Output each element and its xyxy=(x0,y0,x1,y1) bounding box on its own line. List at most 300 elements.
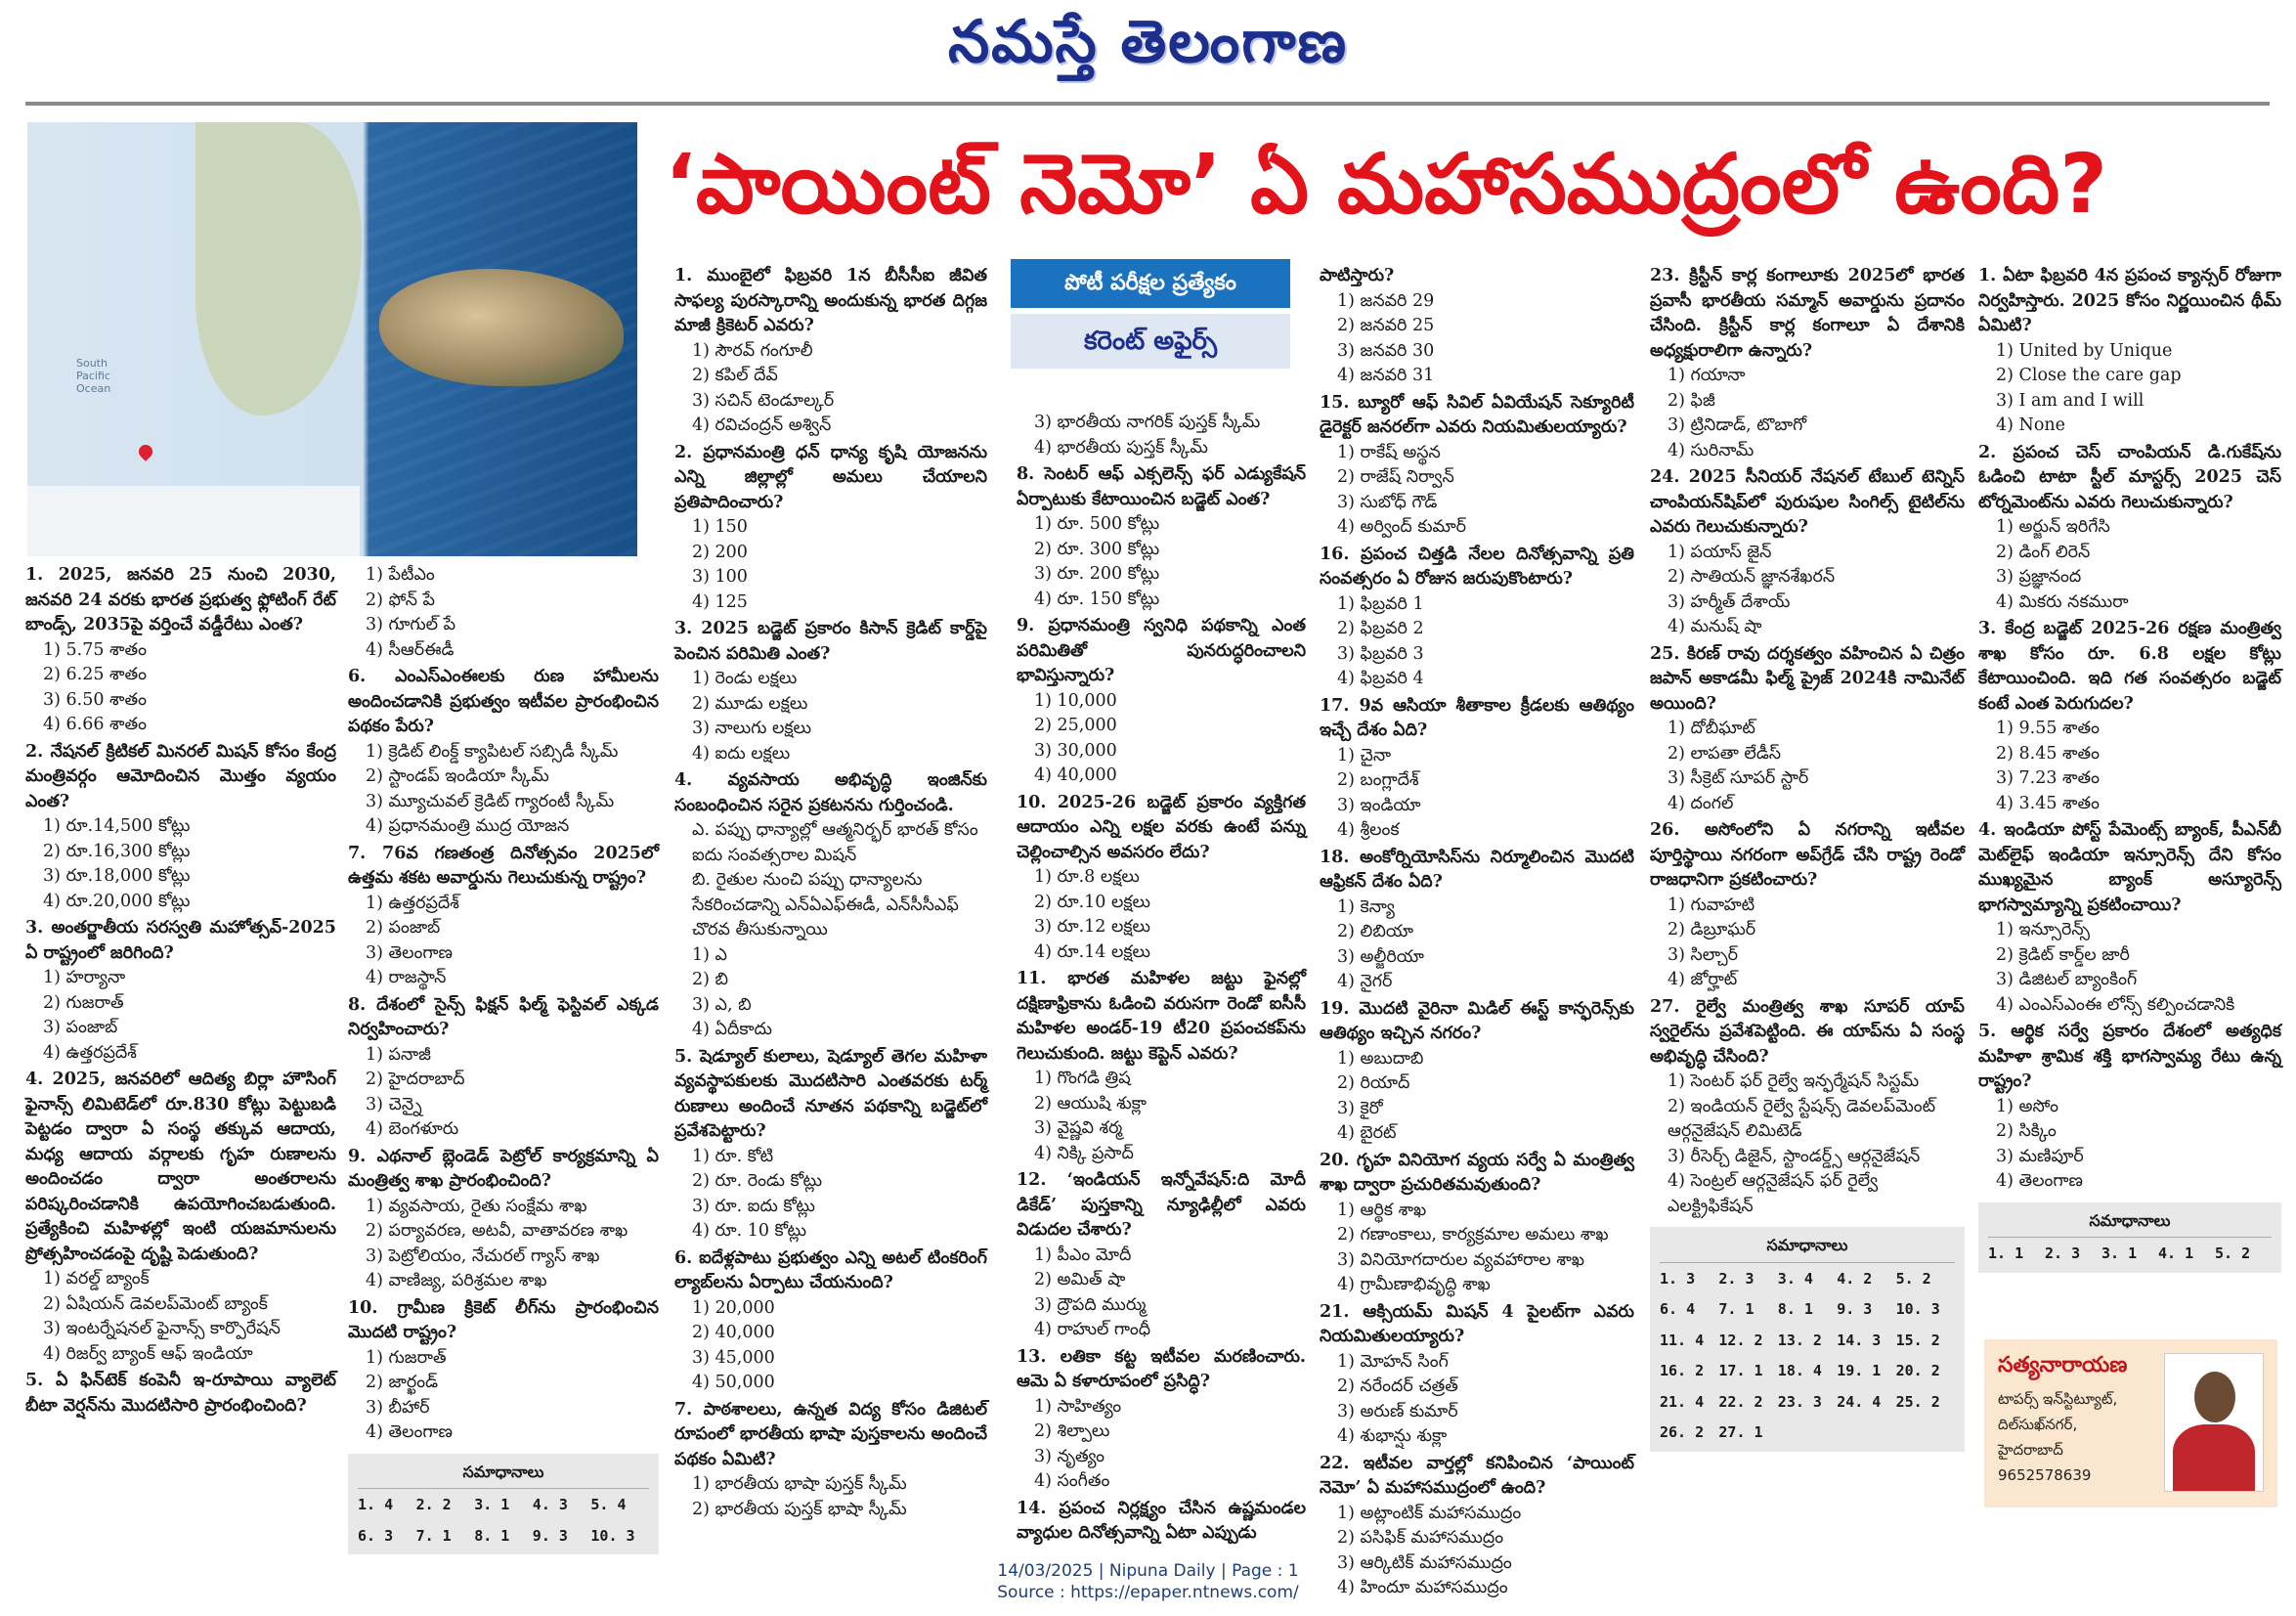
answer-item: 1. 1 xyxy=(1988,1245,2024,1262)
answers-title: సమాధానాలు xyxy=(358,1460,649,1490)
answer-option: 3) గూగుల్ పే xyxy=(366,615,456,634)
question-text: 21. ఆక్సియమ్ మిషన్ 4 పైలట్‌గా ఎవరు నియమితులయ్యారు? xyxy=(1320,1301,1634,1346)
map-land xyxy=(195,122,362,415)
answer-item: 7. 1 xyxy=(415,1526,452,1545)
answer-option: 4) None xyxy=(1996,415,2065,435)
footer-date-line: 14/03/2025 | Nipuna Daily | Page : 1 xyxy=(997,1561,1299,1581)
answer-option: 3) I am and I will xyxy=(1996,390,2144,411)
answer-option: 3) భారతీయ నాగరిక్ పుస్తక్ స్కీమ్ xyxy=(1034,413,1261,432)
answer-option: 2) ఫోన్ పే xyxy=(366,590,435,610)
question-block xyxy=(1017,462,1306,612)
answer-option: 2) రియాద్ xyxy=(1337,1073,1410,1093)
question-text: 11. భారత మహిళల జట్టు ఫైనల్లో దక్షిణాఫ్రికాను ఓడించి వరుసగా రెండో ఐసీసీ మహిళల అండర్-19 టీ20 ప్రపంచకప్‌ను గెలుచుకుంది. జట్టు కెప్టెన్ ఎవరు? xyxy=(1017,969,1306,1064)
answer-option: 1) జనవరి 29 xyxy=(1337,290,1435,311)
answer-option: 3) ఆర్కిటిక్ మహాసముద్రం xyxy=(1337,1552,1512,1573)
answer-option: 1) రూ.14,500 కోట్లు xyxy=(43,816,191,836)
answer-option: 3) ట్రినిడాడ్, టొబాగో xyxy=(1668,415,1807,435)
question-block xyxy=(1978,441,2281,616)
answer-option: 2) రూ.10 లక్షలు xyxy=(1034,892,1150,912)
footer-source-line: Source : https://epaper.ntnews.com/ xyxy=(997,1583,1299,1602)
question-block xyxy=(1017,791,1306,966)
answer-item: 3. 1 xyxy=(474,1496,510,1513)
answer-option: 2) క్రెడిట్ కార్డ్‌ల జారీ xyxy=(1996,944,2130,965)
answer-option: 3) వినియోగదారుల వ్యవహారాల శాఖ xyxy=(1337,1249,1584,1270)
answer-option: 2) సిక్కిం xyxy=(1996,1121,2057,1141)
answer-option: 3) హర్మీత్ దేశాయ్ xyxy=(1668,591,1791,612)
answer-option: 4) శుభాన్షు శుక్లా xyxy=(1337,1426,1448,1446)
question-text: 7. పాఠశాలలు, ఉన్నత విద్య కోసం డిజిటల్ రూపంలో భారతీయ భాషా పుస్తకాలను అందించే పథకం ఏమిటి? xyxy=(674,1399,987,1469)
question-text: 5. ఏ ఫిన్‌టెక్ కంపెనీ ఇ-రూపాయి వ్యాలెట్ బీటా వెర్షన్‌ను మొదటిసారి ప్రారంభించింది? xyxy=(25,1371,336,1416)
question-block xyxy=(348,842,659,991)
answer-item: 11. 4 xyxy=(1660,1331,1705,1349)
answer-item: 4. 3 xyxy=(532,1496,568,1513)
answer-item: 8. 1 xyxy=(474,1526,510,1545)
answer-option: 3) డిజిటల్ బ్యాంకింగ్ xyxy=(1996,970,2138,989)
answer-item: 4. 2 xyxy=(1837,1269,1873,1288)
answer-option: 3) చెన్నై xyxy=(366,1094,422,1114)
answer-option: 4) ఎంఎస్‌ఎంఈ లోన్స్ కల్పించడానికి xyxy=(1996,994,2235,1015)
answer-option: 1) భారతీయ భాషా పుస్తక్ స్కీమ్ xyxy=(692,1474,907,1494)
question-text: 8. దేశంలో సైన్స్ ఫిక్షన్ ఫిల్మ్ ఫెస్టివల్ ఎక్కడ నిర్వహించారు? xyxy=(348,994,659,1039)
author-city: హైదరాబాద్ xyxy=(1998,1441,2063,1459)
question-block xyxy=(1320,1300,1634,1450)
question-block xyxy=(1650,642,1965,817)
answer-option: 4) రూ. 10 కోట్లు xyxy=(692,1221,807,1241)
question-text: 5. షెడ్యూల్ కులాలు, షెడ్యూల్ తెగల మహిళా వ్యవస్థాపకులకు మొదటిసారి ఎంతవరకు టర్మ్ రుణాలు అందించే నూతన పథకాన్ని బడ్జెట్‌లో ప్రవేశపెట్టారు? xyxy=(674,1046,987,1141)
answer-option: 3) ద్రౌపది ముర్ము xyxy=(1034,1294,1147,1315)
answer-option: 1) 9.55 శాతం xyxy=(1996,719,2100,738)
author-area: దిల్‌సుఖ్‌నగర్, xyxy=(1998,1416,2078,1433)
answer-option: 2) ఇండియన్ రైల్వే స్టేషన్స్ డెవలప్‌మెంట్ ఆర్గనైజేషన్ లిమిటెడ్ xyxy=(1668,1096,1936,1141)
question-text: 14. ప్రపంచ నిర్లక్ష్యం చేసిన ఉష్ణమండల వ్యాధుల దినోత్సవాన్ని ఏటా ఎప్పుడు xyxy=(1017,1498,1306,1543)
answer-option: 2) ఏషియన్ డెవలప్‌మెంట్ బ్యాంక్ xyxy=(43,1293,268,1314)
answer-option: 3) సిల్చార్ xyxy=(1668,944,1738,965)
answer-option: 1) 5.75 శాతం xyxy=(43,639,147,660)
answer-item: 12. 2 xyxy=(1718,1331,1763,1349)
answers-box xyxy=(348,1454,659,1555)
question-text: 1. ఏటా ఫిబ్రవరి 4న ప్రపంచ క్యాన్సర్ రోజుగా నిర్వహిస్తారు. 2025 కోసం నిర్ణయించిన థీమ్ ఏమిటి? xyxy=(1978,266,2281,335)
newspaper-logo: నమస్తే తెలంగాణ xyxy=(947,8,1349,76)
question-block xyxy=(1320,694,1634,844)
answer-option: 4) జోర్హాట్ xyxy=(1668,970,1738,989)
answer-item: 8. 1 xyxy=(1777,1300,1813,1318)
answer-option: 4) ఏదీకాదు xyxy=(692,1020,772,1039)
answer-option: 4) ఉత్తరప్రదేశ్ xyxy=(43,1042,137,1063)
answer-item: 23. 3 xyxy=(1777,1392,1822,1411)
answer-option: 3) సీక్రెట్ సూపర్ స్టార్ xyxy=(1668,768,1809,788)
answer-option: 4) ఫిబ్రవరి 4 xyxy=(1337,669,1424,688)
answer-option: 4) 125 xyxy=(692,591,748,612)
answer-option: 4) ప్రధానమంత్రి ముద్ర యోజన xyxy=(366,816,570,836)
answer-option: 2) భారతీయ పుస్తక్ భాషా స్కీమ్ xyxy=(692,1499,907,1519)
question-block xyxy=(348,993,659,1143)
answer-option: 4) భారతీయ పుస్తక్ స్కీమ్ xyxy=(1034,437,1208,458)
answer-option: 2) 25,000 xyxy=(1034,716,1117,735)
answer-option: 4) బైరట్ xyxy=(1337,1123,1397,1143)
question-text: 9. ప్రధానమంత్రి స్వనిధి పథకాన్ని ఎంత పరిమితితో పునరుద్ధరించాలని భావిస్తున్నారు? xyxy=(1017,616,1306,685)
column-6 xyxy=(1650,264,1965,1452)
question-text: 16. ప్రపంచ చిత్తడి నేలల దినోత్సవాన్ని ప్రతి సంవత్సరం ఏ రోజున జరుపుకొంటారు? xyxy=(1320,544,1634,589)
answer-option: 4) రూ.20,000 కోట్లు xyxy=(43,891,191,911)
question-block xyxy=(1017,1497,1306,1547)
question-block xyxy=(1017,967,1306,1166)
question-block xyxy=(1978,1020,2281,1195)
question-text: 24. 2025 సీనియర్ నేషనల్ టేబుల్ టెన్నిస్ చాంపియన్‌షిప్‌లో పురుషుల సింగిల్స్ టైటిల్‌ను ఎవరు గెలుచుకున్నారు? xyxy=(1650,467,1965,537)
answer-item: 10. 3 xyxy=(1895,1300,1940,1318)
author-name: సత్యనారాయణ xyxy=(1998,1353,2128,1377)
answer-option: 1) గయానా xyxy=(1668,366,1746,385)
question-text: 6. ఐదేళ్లపాటు ప్రభుత్వం ఎన్ని అటల్ టింకరింగ్ ల్యాబ్‌లను ఏర్పాటు చేయనుంది? xyxy=(674,1247,987,1292)
question-block xyxy=(674,1398,987,1523)
column-5 xyxy=(1320,264,1634,1603)
question-block xyxy=(1017,614,1306,789)
answer-option: 1) చైనా xyxy=(1337,745,1392,765)
answer-option: 1) వ్యవసాయ, రైతు సంక్షేమ శాఖ xyxy=(366,1196,587,1216)
answer-option: 1) 20,000 xyxy=(692,1297,775,1318)
answer-option: 3) జనవరి 30 xyxy=(1337,340,1435,361)
answer-option: 4) 6.66 శాతం xyxy=(43,715,147,734)
answer-option: 1) గొంగడి త్రిష xyxy=(1034,1069,1131,1088)
answer-option: 1) పేటీఎం xyxy=(366,565,435,585)
question-text: 18. అంకోర్నియోసిస్‌ను నిర్మూలించిన మొదటి ఆఫ్రికన్ దేశం ఏది? xyxy=(1320,847,1634,892)
masthead xyxy=(0,0,2296,96)
masthead-rule xyxy=(25,102,2270,106)
answer-option: 1) వరల్డ్ బ్యాంక్ xyxy=(43,1269,150,1288)
question-text: 8. సెంటర్ ఆఫ్ ఎక్సలెన్స్ ఫర్ ఎడ్యుకేషన్ ఏర్పాటుకు కేటాయించిన బడ్జెట్ ఎంత? xyxy=(1017,464,1306,509)
answer-option: 2) డిబ్రూఘర్ xyxy=(1668,920,1756,939)
answer-option: 2) ఆయుషి శుక్లా xyxy=(1034,1093,1147,1114)
answer-option: 1) ఉత్తరప్రదేశ్ xyxy=(366,893,459,913)
answer-option: 3) రీసెర్చ్ డిజైన్, స్టాండర్డ్స్ ఆర్గనైజేషన్ xyxy=(1668,1146,1921,1166)
question-block xyxy=(25,740,336,915)
answer-option: 2) స్టాండప్ ఇండియా స్కీమ్ xyxy=(366,766,549,786)
answer-option: 2) 40,000 xyxy=(692,1323,775,1342)
answer-item: 17. 1 xyxy=(1718,1362,1763,1379)
question-text: 10. 2025-26 బడ్జెట్ ప్రకారం వ్యక్తిగత ఆదాయం ఎన్ని లక్షల వరకు ఉంటే పన్ను చెల్లించాల్సిన అవసరం లేదు? xyxy=(1017,792,1306,862)
answer-option: 3) సచిన్ టెండూల్కర్ xyxy=(692,390,835,411)
answer-option: 2) బి xyxy=(692,970,729,989)
question-block xyxy=(1017,411,1306,460)
answer-option: 4) హిందూ మహాసముద్రం xyxy=(1337,1578,1508,1597)
answer-option: 1) రూ. కోటి xyxy=(692,1146,774,1166)
answer-option: 2) జార్ఖండ్ xyxy=(366,1373,439,1392)
answer-option: బి. రైతుల నుంచి పప్పు ధాన్యాలను సేకరించడాన్ని ఎన్‌ఏఎఫ్‌ఈడీ, ఎన్‌సీసీఎఫ్ చొరవ తీసుకున్నాయి xyxy=(692,870,959,939)
answer-option: 1) పనాజీ xyxy=(366,1044,431,1065)
answer-option: 4) రాహుల్ గాంధీ xyxy=(1034,1320,1151,1339)
answer-option: 2) Close the care gap xyxy=(1996,366,2182,385)
answer-option: 4) సురినామ్ xyxy=(1668,440,1754,460)
question-block xyxy=(1978,818,2281,1018)
question-block xyxy=(1320,997,1634,1147)
answer-option: 2) మూడు లక్షలు xyxy=(692,693,808,714)
answer-item: 5. 2 xyxy=(2215,1245,2251,1262)
question-block xyxy=(1320,543,1634,692)
answer-option: 2) రాజేష్ నిర్వాన్ xyxy=(1337,467,1454,487)
answer-item: 27. 1 xyxy=(1718,1423,1763,1441)
answer-option: 1) రాకేష్ అస్థన xyxy=(1337,442,1441,462)
answer-option: 2) ఫిబ్రవరి 2 xyxy=(1337,619,1424,638)
question-text: 19. మొదటి వైరినా మిడిల్ ఈస్ట్ కాన్ఫరెన్స్‌కు ఆతిథ్యం ఇచ్చిన నగరం? xyxy=(1320,998,1634,1043)
answer-option: 2) రూ.16,300 కోట్లు xyxy=(43,841,191,861)
answer-option: 3) నృత్యం xyxy=(1034,1446,1105,1466)
answer-option: 4) బెంగళూరు xyxy=(366,1119,459,1139)
location-pin-icon xyxy=(136,442,155,461)
answer-option: 3) రూ.18,000 కోట్లు xyxy=(43,866,191,886)
answer-item: 6. 4 xyxy=(1660,1300,1696,1318)
answer-option: 1) అట్లాంటిక్ మహాసముద్రం xyxy=(1337,1503,1522,1523)
answer-option: 3) వైష్ణవి శర్మ xyxy=(1034,1118,1123,1138)
page-footer xyxy=(0,1560,2296,1603)
answer-option: 1) రెండు లక్షలు xyxy=(692,669,798,688)
banner-bottom: కరెంట్ అఫైర్స్ xyxy=(1011,314,1290,369)
answer-option: 1) గుజరాత్ xyxy=(366,1347,447,1368)
question-block xyxy=(674,768,987,1043)
answer-option: ఎ. పప్పు ధాన్యాల్లో ఆత్మనిర్భర్ భారత్ కోసం ఐదు సంవత్సరాల మిషన్ xyxy=(692,820,978,865)
author-box xyxy=(1984,1339,2277,1507)
answer-option: 2) లిబియా xyxy=(1337,922,1413,941)
question-text: 2. ప్రధానమంత్రి ధన్ ధాన్య కృషి యోజనను ఎన్ని జిల్లాల్లో అమలు చేయాలని ప్రతిపాదించారు? xyxy=(674,442,987,512)
column-3 xyxy=(674,264,987,1524)
question-text: 27. రైల్వే మంత్రిత్వ శాఖ సూపర్ యాప్ స్వరైల్‌ను ప్రవేశపెట్టింది. ఈ యాప్‌ను ఏ సంస్థ అభివృద్ధి చేసింది? xyxy=(1650,996,1965,1067)
map-label-line: South xyxy=(76,357,108,370)
answer-option: 4) మికరు నకమురా xyxy=(1996,591,2129,612)
answer-option: 1) పీఎం మోదీ xyxy=(1034,1245,1132,1265)
question-text: 4. 2025, జనవరిలో ఆదిత్య బిర్లా హౌసింగ్ ఫైనాన్స్ లిమిటెడ్‌లో రూ.830 కోట్లు పెట్టుబడి పెట్టడం ద్వారా ఏ సంస్థ తక్కువ ఆదాయ, మధ్య ఆదాయ వర్గాలకు గృహ రుణాలను అందించడం ద్వారా అంతరాలను పరిష్కరించడానికి ఉపయోగించబడుతుంది. ప్రత్యేకించి మహిళల్లో ఇంటి యజమానులను ప్రోత్సహించడంపై దృష్టి పెడుతుంది? xyxy=(25,1070,336,1264)
map-label-line: Ocean xyxy=(76,382,111,395)
answer-item: 1. 3 xyxy=(1660,1269,1696,1288)
map-label-line: Pacific xyxy=(76,370,110,382)
answer-option: 1) హర్యానా xyxy=(43,968,126,987)
answer-option: 3) బీహార్ xyxy=(366,1397,430,1418)
answer-item: 1. 4 xyxy=(358,1496,394,1513)
question-text: 26. అసోంలోని ఏ నగరాన్ని ఇటీవల పూర్తిస్థాయి నగరంగా అప్‌గ్రేడ్ చేసి రాష్ట్ర రెండో రాజధానిగా ప్రకటించారు? xyxy=(1650,820,1965,890)
answer-option: 2) సాతియన్ జ్ఞానశేఖరన్ xyxy=(1668,567,1836,587)
answer-option: 1) United by Unique xyxy=(1996,340,2173,361)
answer-option: 3) 100 xyxy=(692,567,748,587)
answer-option: 4) సెంట్రల్ ఆర్గనైజేషన్ ఫర్ రైల్వే ఎలక్ట్రిఫికేషన్ xyxy=(1668,1171,1879,1216)
question-text: 2. నేషనల్ క్రిటికల్ మినరల్ మిషన్ కోసం కేంద్ర మంత్రివర్గం ఆమోదించిన మొత్తం వ్యయం ఎంత? xyxy=(25,741,336,811)
answer-item: 21. 4 xyxy=(1660,1392,1705,1411)
answer-option: 1) సౌరవ్ గంగూలీ xyxy=(692,340,813,361)
question-text: 4. ఇండియా పోస్ట్ పేమెంట్స్ బ్యాంక్, పీఎన్‌బీ మెట్‌లైఫ్ ఇండియా ఇన్సూరెన్స్ దేని కోసం ముఖ్యమైన బ్యాంక్ అస్యూరెన్స్ భాగస్వామ్యాన్ని ప్రకటించాయి? xyxy=(1978,820,2281,915)
question-block xyxy=(1320,264,1634,389)
answer-option: 1) క్రెడిట్ లింక్డ్ క్యాపిటల్ సబ్సిడీ స్కీమ్ xyxy=(366,741,619,762)
answer-option: 4) అర్వింద్ కుమార్ xyxy=(1337,517,1467,537)
answers-title: సమాధానాలు xyxy=(1660,1233,1955,1263)
headline: ‘పాయింట్ నెమో’ ఏ మహాసముద్రంలో ఉంది? xyxy=(665,136,2107,232)
answer-option: 3) ఇంటర్నేషనల్ ఫైనాన్స్ కార్పొరేషన్ xyxy=(43,1319,281,1338)
answer-item: 9. 3 xyxy=(1837,1300,1873,1318)
answer-option: 4) దంగల్ xyxy=(1668,793,1734,813)
answer-item: 19. 1 xyxy=(1837,1362,1882,1379)
answer-option: 4) రవిచంద్రన్ అశ్విన్ xyxy=(692,415,832,435)
question-block xyxy=(674,441,987,616)
answer-item: 4. 1 xyxy=(2158,1245,2194,1262)
answer-option: 2) బంగ్లాదేశ్ xyxy=(1337,770,1419,790)
answer-option: 4) 50,000 xyxy=(692,1373,775,1392)
question-block xyxy=(25,563,336,738)
answer-option: 2) గుజరాత్ xyxy=(43,992,124,1013)
section-banner xyxy=(1011,259,1290,369)
answer-item: 25. 2 xyxy=(1895,1392,1940,1411)
answers-box xyxy=(1650,1227,1965,1452)
answer-option: 4) రూ. 150 కోట్లు xyxy=(1034,589,1160,609)
answer-option: 3) ప్రజ్ఞానంద xyxy=(1996,567,2082,587)
answer-option: 1) 10,000 xyxy=(1034,690,1117,711)
answer-option: 4) సంగీతం xyxy=(1034,1471,1110,1491)
question-block xyxy=(1650,818,1965,993)
question-text: 15. బ్యూరో ఆఫ్ సివిల్ ఏవియేషన్ సెక్యూరిటీ డైరెక్టర్ జనరల్‌గా ఎవరు నియమితులయ్యారు? xyxy=(1320,392,1634,437)
answer-item: 10. 3 xyxy=(590,1526,635,1545)
answer-option: 2) పర్యావరణ, అటవీ, వాతావరణ శాఖ xyxy=(366,1221,628,1241)
answer-option: 1) సాహిత్యం xyxy=(1034,1396,1122,1417)
answer-option: 4) రిజర్వ్ బ్యాంక్ ఆఫ్ ఇండియా xyxy=(43,1343,253,1364)
answer-option: 2) 6.25 శాతం xyxy=(43,665,147,684)
question-block xyxy=(348,1145,659,1294)
answer-item: 9. 3 xyxy=(532,1526,568,1545)
answer-option: 4) 3.45 శాతం xyxy=(1996,793,2100,813)
answer-option: 2) పసిఫిక్ మహాసముద్రం xyxy=(1337,1528,1504,1548)
point-nemo-photo xyxy=(27,122,637,556)
answer-option: 3) తెలంగాణ xyxy=(366,942,453,963)
answer-option: 4) తెలంగాణ xyxy=(366,1422,453,1442)
question-block xyxy=(1978,617,2281,816)
question-text: 7. 76వ గణతంత్ర దినోత్సవం 2025లో ఉత్తమ శకట అవార్డును గెలుచుకున్న రాష్ట్రం? xyxy=(348,843,659,888)
question-text: 1. 2025, జనవరి 25 నుంచి 2030, జనవరి 24 వరకు భారత ప్రభుత్వ ఫ్లోటింగ్ రేట్ బాండ్స్, 2035పై వర్తించే వడ్డీరేటు ఎంత? xyxy=(25,565,336,634)
answer-option: 3) సుబోధ్ గౌడ్ xyxy=(1337,492,1438,512)
answer-option: 3) రూ.12 లక్షలు xyxy=(1034,917,1150,937)
question-text: 23. క్రిస్టీన్ కార్ల కంగాలూకు 2025లో భారత ప్రవాసీ భారతీయ సమ్మాన్ అవార్డును ప్రదానం చేసింది. క్రిస్టీన్ కార్ల కంగాలూ ఏ దేశానికి అధ్యక్షురాలిగా ఉన్నారు? xyxy=(1650,266,1965,361)
answer-option: 4) జనవరి 31 xyxy=(1337,366,1435,385)
answer-option: 3) 30,000 xyxy=(1034,740,1117,761)
banner-top: పోటీ పరీక్షల ప్రత్యేకం xyxy=(1011,259,1290,308)
question-text: 20. గృహ వినియోగ వ్యయ సర్వే ఏ మంత్రిత్వ శాఖ ద్వారా ప్రచురితమవుతుంది? xyxy=(1320,1150,1634,1195)
question-text: 5. ఆర్థిక సర్వే ప్రకారం దేశంలో అత్యధిక మహిళా శ్రామిక శక్తి భాగస్వామ్య రేటు ఉన్న రాష్ట్రం? xyxy=(1978,1022,2281,1091)
question-text: 3. అంతర్జాతీయ సరస్వతి మహోత్సవ్-2025 ఏ రాష్ట్రంలో జరిగింది? xyxy=(25,918,336,963)
question-block xyxy=(1650,264,1965,463)
answer-option: 3) పంజాబ్ xyxy=(43,1018,118,1037)
answer-option: 4) తెలంగాణ xyxy=(1996,1171,2083,1191)
author-photo xyxy=(2164,1353,2264,1492)
answer-item: 2. 3 xyxy=(1718,1269,1754,1288)
answer-item: 6. 3 xyxy=(358,1526,394,1545)
answer-option: 2) 8.45 శాతం xyxy=(1996,743,2100,764)
question-text: 2. ప్రపంచ చెస్ చాంపియన్ డి.గుకేష్‌ను ఓడించి టాటా స్టీల్ మాస్టర్స్ 2025 చెస్ టోర్నమెంట్‌ను ఎవరు గెలుచుకున్నారు? xyxy=(1978,442,2281,512)
answer-option: 1) సెంటర్ ఫర్ రైల్వే ఇన్ఫర్మేషన్ సిస్టమ్ xyxy=(1668,1071,1920,1091)
answer-item: 22. 2 xyxy=(1718,1392,1763,1411)
question-block xyxy=(1650,465,1965,640)
column-2 xyxy=(348,563,659,1554)
answer-option: 1) ఫిబ్రవరి 1 xyxy=(1337,593,1424,614)
answer-item: 3. 4 xyxy=(1777,1269,1813,1288)
question-block xyxy=(1320,391,1634,541)
question-text: 6. ఎంఎస్‌ఎంఈలకు రుణ హామీలను అందించడానికి ప్రభుత్వం ఇటీవల ప్రారంభించిన పథకం పేరు? xyxy=(348,667,659,736)
author-institute: టాపర్స్ ఇన్‌స్టిట్యూట్, xyxy=(1998,1390,2118,1408)
answer-option: 4) గ్రామీణాభివృద్ధి శాఖ xyxy=(1337,1275,1491,1294)
answer-option: 2) జనవరి 25 xyxy=(1337,316,1435,335)
map-ice xyxy=(27,486,360,556)
answer-option: 4) ఐదు లక్షలు xyxy=(692,743,791,764)
answer-item: 7. 1 xyxy=(1718,1300,1754,1318)
column-7 xyxy=(1978,264,2281,1273)
question-block xyxy=(1320,846,1634,995)
answer-option: 1) రూ.8 లక్షలు xyxy=(1034,867,1140,887)
answer-option: 3) మణిపూర్ xyxy=(1996,1146,2084,1166)
answer-item: 14. 3 xyxy=(1837,1331,1882,1349)
answer-option: 4) 40,000 xyxy=(1034,765,1117,785)
answer-option: 3) 6.50 శాతం xyxy=(43,689,147,710)
answer-option: 3) అల్జీరియా xyxy=(1337,946,1424,967)
question-block xyxy=(674,1246,987,1396)
question-block xyxy=(25,1068,336,1367)
answer-option: 3) అరుణ్ కుమార్ xyxy=(1337,1401,1458,1421)
answer-option: 1) గువాహటి xyxy=(1668,895,1755,915)
author-photo-head xyxy=(2194,1372,2235,1422)
answer-option: 3) పెట్రోలియం, నేచురల్ గ్యాస్ శాఖ xyxy=(366,1245,600,1266)
answer-option: 1) ఎ xyxy=(692,944,727,965)
answer-option: 2) 200 xyxy=(692,542,748,562)
answer-option: 4) రూ.14 లక్షలు xyxy=(1034,941,1150,962)
answer-option: 1) మోహన్ సింగ్ xyxy=(1337,1351,1449,1372)
answer-option: 2) రూ. 300 కోట్లు xyxy=(1034,539,1160,559)
question-text: 17. 9వ ఆసియా శీతాకాల క్రీడలకు ఆతిథ్యం ఇచ్చే దేశం ఏది? xyxy=(1320,695,1634,740)
answer-option: 2) శిల్పాలు xyxy=(1034,1421,1110,1441)
answer-option: 3) ఎ, బి xyxy=(692,994,752,1015)
question-block xyxy=(348,1296,659,1446)
answer-option: 1) దోబీఘాట్ xyxy=(1668,719,1755,738)
map-label xyxy=(76,357,110,395)
answer-option: 2) కపిల్ దేవ్ xyxy=(692,366,778,385)
answer-option: 3) ఫిబ్రవరి 3 xyxy=(1337,643,1424,664)
answer-option: 2) ఫిజీ xyxy=(1668,390,1715,411)
answer-option: 3) మ్యూచువల్ క్రెడిట్ గ్యారంటీ స్కీమ్ xyxy=(366,791,615,811)
answer-option: 4) వాణిజ్య, పరిశ్రమల శాఖ xyxy=(366,1271,547,1290)
answer-option: 3) 7.23 శాతం xyxy=(1996,768,2100,788)
answer-option: 1) ఆర్థిక శాఖ xyxy=(1337,1200,1427,1220)
question-text: పాటిస్తారు? xyxy=(1320,266,1395,285)
question-block xyxy=(1017,1345,1306,1495)
answer-option: 3) ఇండియా xyxy=(1337,795,1421,815)
answer-option: 4) నిక్కి ప్రసాద్ xyxy=(1034,1143,1134,1163)
answer-option: 2) అమిత్ షా xyxy=(1034,1270,1126,1289)
question-block xyxy=(674,1045,987,1245)
answer-option: 1) 150 xyxy=(692,517,748,537)
answer-option: 4) శ్రీలంక xyxy=(1337,820,1400,840)
question-block xyxy=(25,1369,336,1419)
answer-item: 26. 2 xyxy=(1660,1423,1705,1441)
question-block xyxy=(1017,1168,1306,1343)
author-phone: 9652578639 xyxy=(1998,1466,2092,1484)
answer-option: 4) మనుష్ షా xyxy=(1668,617,1762,636)
answers-box xyxy=(1978,1202,2281,1273)
answer-option: 2) లాపతా లేడీస్ xyxy=(1668,743,1782,764)
column-1 xyxy=(25,563,336,1420)
answer-option: 2) నరేందర్ చత్రత్ xyxy=(1337,1376,1458,1396)
answer-option: 2) డింగ్ లిరెన్ xyxy=(1996,542,2091,562)
answer-option: 4) రాజస్థాన్ xyxy=(366,968,447,987)
answer-option: 4) సీఆర్‌ఈడీ xyxy=(366,639,455,660)
question-block xyxy=(348,563,659,663)
answer-option: 2) పంజాబ్ xyxy=(366,918,441,938)
answer-item: 3. 1 xyxy=(2101,1245,2138,1262)
question-text: 3. 2025 బడ్జెట్ ప్రకారం కిసాన్ క్రెడిట్ కార్డ్‌పై పెంచిన పరిమితి ఎంత? xyxy=(674,619,987,664)
question-text: 25. కిరణ్ రావు దర్శకత్వం వహించిన ఏ చిత్రం జపాన్ అకాడమీ ఫిల్మ్ ప్రైజ్ 2024కి నామినేట్ అయింది? xyxy=(1650,643,1965,714)
answer-item: 5. 4 xyxy=(590,1496,627,1513)
question-text: 13. లతికా కట్ట ఇటీవల మరణించారు. ఆమె ఏ కళారూపంలో ప్రసిద్ధి? xyxy=(1017,1346,1306,1391)
answer-option: 2) రూ. రెండు కోట్లు xyxy=(692,1171,823,1191)
question-block xyxy=(674,264,987,439)
answer-option: 3) 45,000 xyxy=(692,1347,775,1368)
